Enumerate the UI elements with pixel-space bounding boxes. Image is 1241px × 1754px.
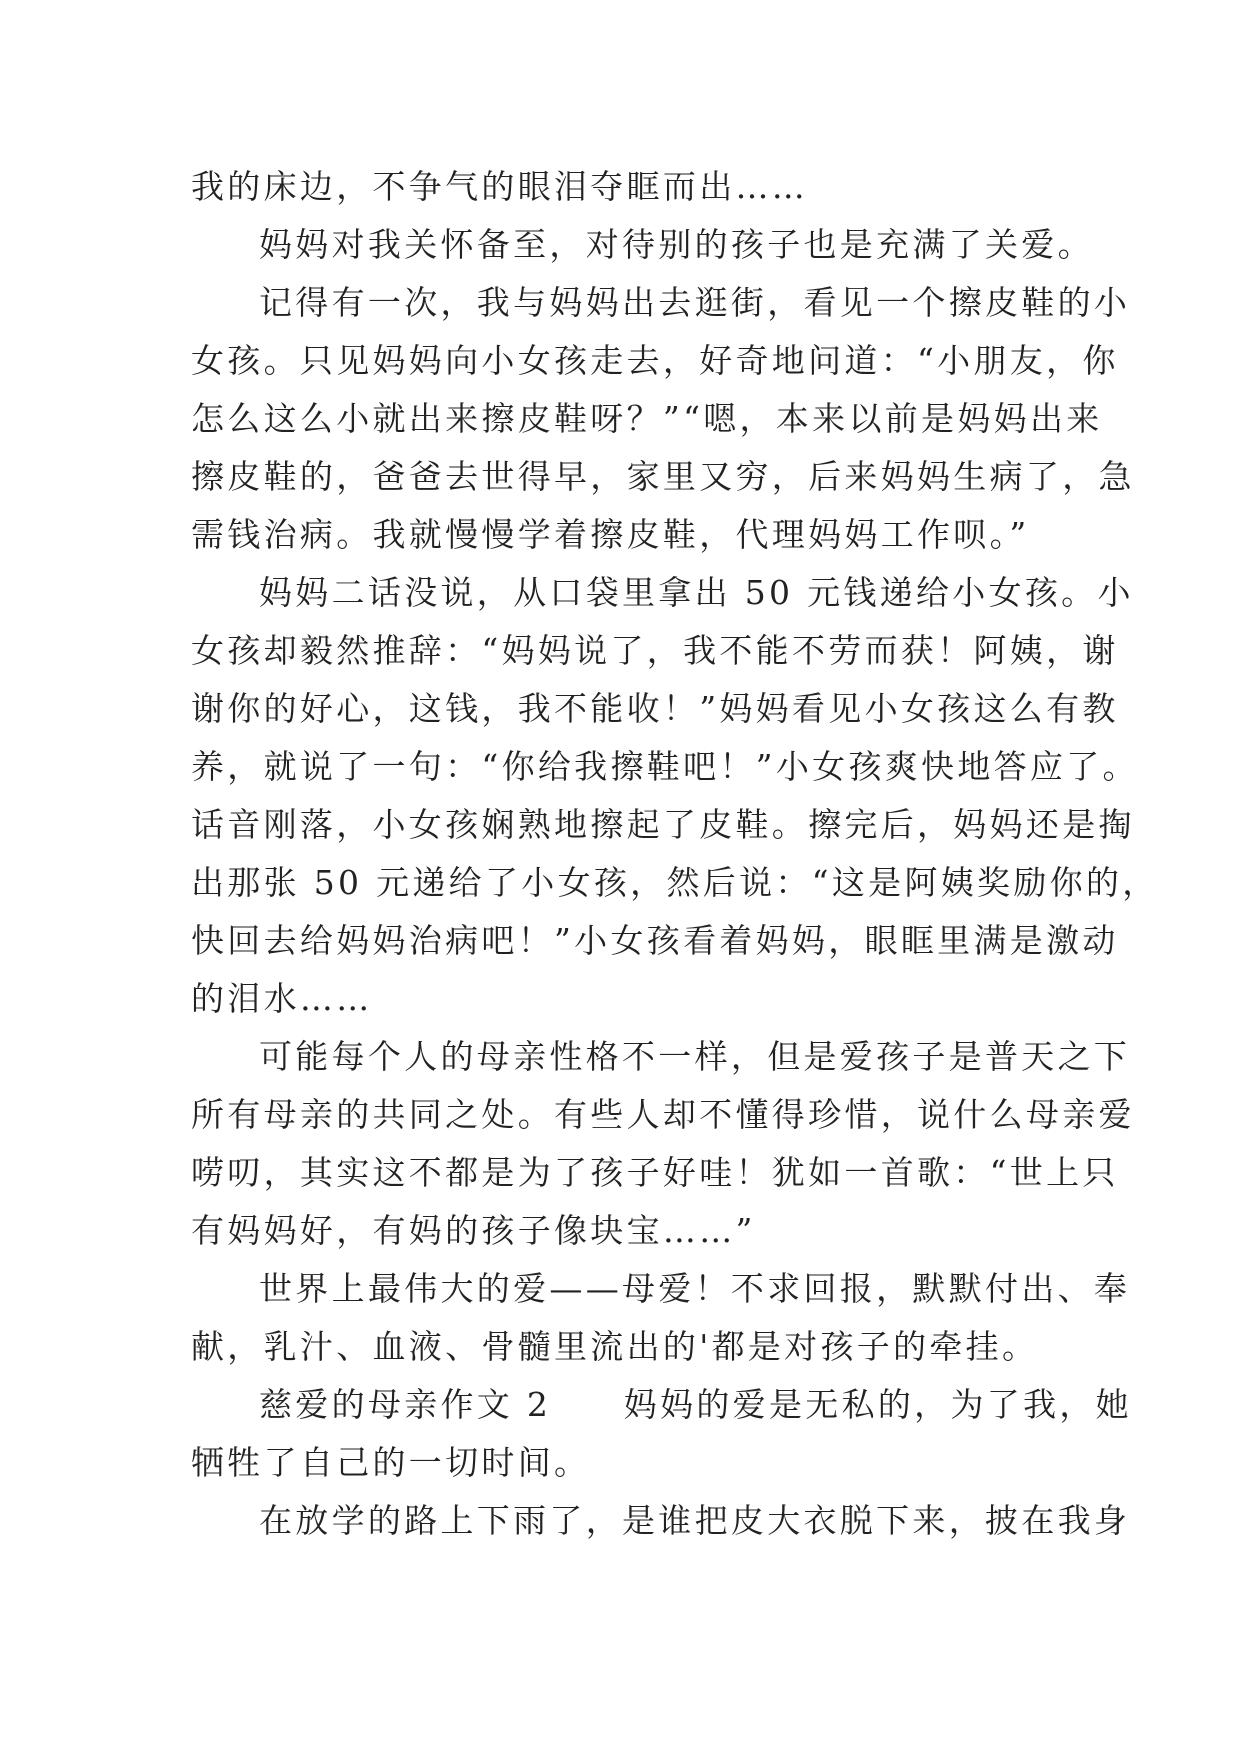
text-line-21: 献，乳汁、血液、骨髓里流出的'都是对孩子的牵挂。 (191, 1327, 1039, 1366)
text-line-9: 女孩却毅然推辞：“妈妈说了，我不能不劳而获！阿姨，谢 (191, 631, 1119, 670)
text-line-19: 有妈妈好，有妈的孩子像块宝……” (191, 1211, 756, 1250)
text-line-17: 所有母亲的共同之处。有些人却不懂得珍惜，说什么母亲爱 (191, 1095, 1135, 1134)
text-line-16: 可能每个人的母亲性格不一样，但是爱孩子是普天之下 (259, 1037, 1131, 1076)
text-line-20: 世界上最伟大的爱——母爱！不求回报，默默付出、奉 (259, 1269, 1131, 1308)
text-line-13: 出那张 50 元递给了小女孩，然后说：“这是阿姨奖励你的， (191, 863, 1159, 902)
text-line-14: 快回去给妈妈治病吧！”小女孩看着妈妈，眼眶里满是激动 (191, 921, 1119, 960)
text-line-24: 在放学的路上下雨了，是谁把皮大衣脱下来，披在我身 (259, 1501, 1131, 1540)
text-line-8: 妈妈二话没说，从口袋里拿出 50 元钱递给小女孩。小 (259, 573, 1134, 612)
text-line-22: 慈爱的母亲作文 2 妈妈的爱是无私的，为了我，她 (259, 1385, 1132, 1424)
text-line-3: 记得有一次，我与妈妈出去逛街，看见一个擦皮鞋的小 (259, 283, 1131, 322)
text-line-5: 怎么这么小就出来擦皮鞋呀？”“嗯，本来以前是妈妈出来 (191, 399, 1103, 438)
text-line-4: 女孩。只见妈妈向小女孩走去，好奇地问道：“小朋友，你 (191, 341, 1119, 380)
text-line-6: 擦皮鞋的，爸爸去世得早，家里又穷，后来妈妈生病了，急 (191, 457, 1135, 496)
text-line-1: 我的床边，不争气的眼泪夺眶而出…… (191, 167, 809, 206)
text-line-7: 需钱治病。我就慢慢学着擦皮鞋，代理妈妈工作呗。” (191, 515, 1030, 554)
text-line-11: 养，就说了一句：“你给我擦鞋吧！”小女孩爽快地答应了。 (191, 747, 1139, 786)
article-body (191, 158, 1159, 1550)
text-line-12: 话音刚落，小女孩娴熟地擦起了皮鞋。擦完后，妈妈还是掏 (191, 805, 1135, 844)
text-line-2: 妈妈对我关怀备至，对待别的孩子也是充满了关爱。 (259, 225, 1094, 264)
text-line-18: 唠叨，其实这不都是为了孩子好哇！犹如一首歌：“世上只 (191, 1153, 1119, 1192)
text-line-10: 谢你的好心，这钱，我不能收！”妈妈看见小女孩这么有教 (191, 689, 1119, 728)
text-line-15: 的泪水…… (191, 979, 373, 1018)
text-line-23: 牺牲了自己的一切时间。 (191, 1443, 591, 1482)
